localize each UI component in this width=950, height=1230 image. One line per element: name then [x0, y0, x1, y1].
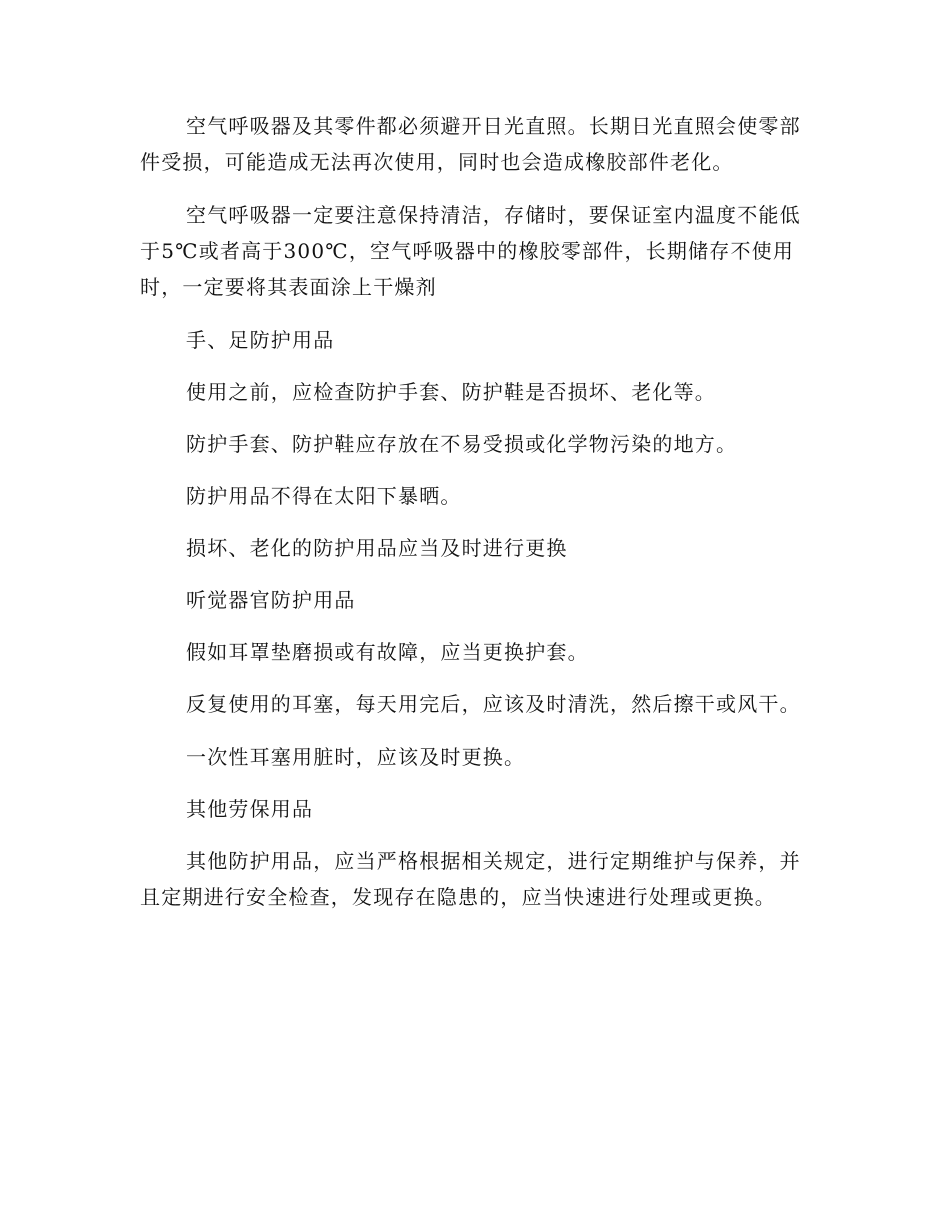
paragraph-storage-location: 防护手套、防护鞋应存放在不易受损或化学物污染的地方。: [186, 432, 738, 456]
paragraph-other-ppe-maintenance: 其他防护用品，应当严格根据相关规定，进行定期维护与保养，并且定期进行安全检查，发现存在隐患的，应当快速进行处理或更换。: [140, 849, 801, 909]
paragraph-replace-damaged: 损坏、老化的防护用品应当及时进行更换: [186, 536, 568, 560]
paragraph-disposable-earplugs: 一次性耳塞用脏时，应该及时更换。: [186, 745, 526, 769]
section-heading-hand-foot-protection: 手、足防护用品: [186, 328, 335, 352]
paragraph-earmuff-replacement: 假如耳罩垫磨损或有故障，应当更换护套。: [186, 640, 589, 664]
paragraph-no-sun-exposure: 防护用品不得在太阳下暴晒。: [186, 484, 462, 508]
section-heading-other-ppe: 其他劳保用品: [186, 797, 314, 821]
document-body: [140, 108, 810, 915]
paragraph-breathing-apparatus-storage: 空气呼吸器一定要注意保持清洁，存储时，要保证室内温度不能低于5℃或者高于300℃，空气呼吸器中的橡胶零部件，长期储存不使用时，一定要将其表面涂上干燥剂: [140, 203, 801, 299]
paragraph-inspect-before-use: 使用之前，应检查防护手套、防护鞋是否损坏、老化等。: [186, 380, 716, 404]
paragraph-breathing-apparatus-sunlight: 空气呼吸器及其零件都必须避开日光直照。长期日光直照会使零部件受损，可能造成无法再次使用，同时也会造成橡胶部件老化。: [140, 114, 801, 174]
section-heading-hearing-protection: 听觉器官防护用品: [186, 588, 356, 612]
paragraph-reusable-earplugs: 反复使用的耳塞，每天用完后，应该及时清洗，然后擦干或风干。: [186, 692, 801, 716]
